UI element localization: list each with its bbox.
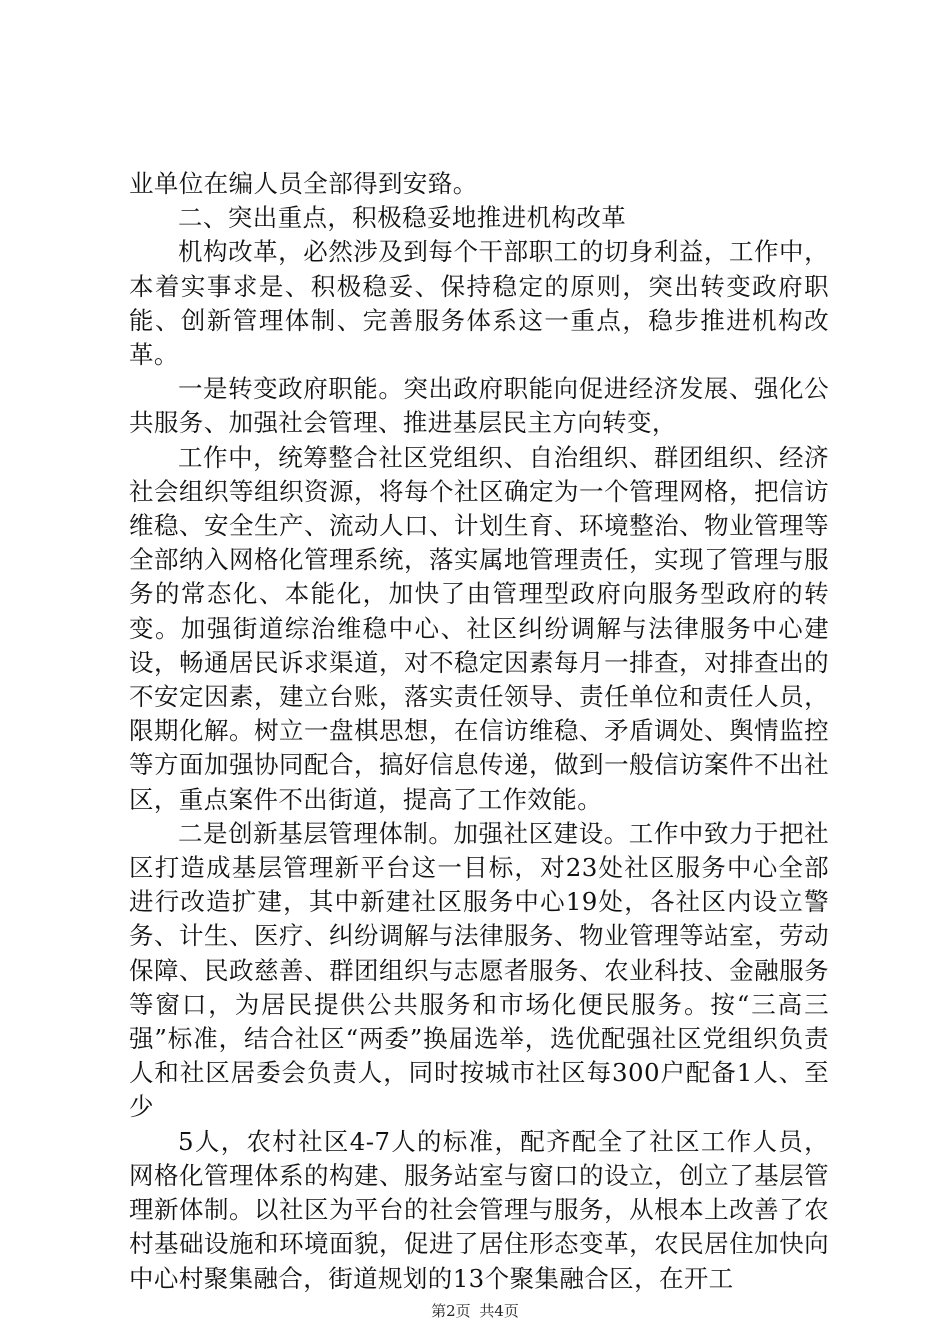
paragraph-5: 工作中，统筹整合社区党组织、自治组织、群团组织、经济社会组织等组织资源，将每个社区确定为一个管理网格，把信访维稳、安全生产、流动人口、计划生育、环境整治、物业管理等全部纳入网格化管理系统，落实属地管理责任，实现了管理与服务的常态化、本能化，加快了由管理型政府向服务型政府的转变。加强街道综治维稳中心、社区纠纷调解与法律服务中心建设，畅通居民诉求渠道，对不稳定因素每月一排查，对排查出的不安定因素，建立台账，落实责任领导、责任单位和责任人员，限期化解。树立一盘棋思想，在信访维稳、矛盾调处、舆情监控等方面加强协同配合，搞好信息传递，做到一般信访案件不出社区，重点案件不出街道，提高了工作效能。 (129, 442, 829, 814)
paragraph-7: 5人，农村社区4-7人的标准，配齐配全了社区工作人员，网格化管理体系的构建、服务站室与窗口的设立，创立了基层管理新体制。以社区为平台的社会管理与服务，从根本上改善了农村基础设施和环境面貌，促进了居住形态变革，农民居住加快向中心村聚集融合，街道规划的13个聚集融合区，在开工 (129, 1126, 829, 1293)
page-footer (0, 1300, 950, 1321)
paragraph-6: 二是创新基层管理体制。加强社区建设。工作中致力于把社区打造成基层管理新平台这一目标，对23处社区服务中心全部进行改造扩建，其中新建社区服务中心19处，各社区内设立警务、计生、医疗、纠纷调解与法律服务、物业管理等站室，劳动保障、民政慈善、群团组织与志愿者服务、农业科技、金融服务等窗口，为居民提供公共服务和市场化便民服务。按“三高三强”标准，结合社区“两委”换届选举，选优配强社区党组织负责人和社区居委会负责人，同时按城市社区每300户配备1人、至少 (129, 818, 829, 1122)
paragraph-4: 一是转变政府职能。突出政府职能向促进经济发展、强化公共服务、加强社会管理、推进基层民主方向转变， (129, 374, 829, 438)
paragraph-1: 业单位在编人员全部得到安臵。 (129, 169, 478, 198)
page-number: 第2页 (431, 1302, 471, 1320)
page-total: 共4页 (479, 1302, 519, 1320)
paragraph-3: 机构改革，必然涉及到每个干部职工的切身利益，工作中，本着实事求是、积极稳妥、保持稳定的原则，突出转变政府职能、创新管理体制、完善服务体系这一重点，稳步推进机构改革。 (129, 237, 829, 370)
document-body (129, 167, 829, 1296)
section-heading: 二、突出重点，积极稳妥地推进机构改革 (178, 203, 627, 233)
